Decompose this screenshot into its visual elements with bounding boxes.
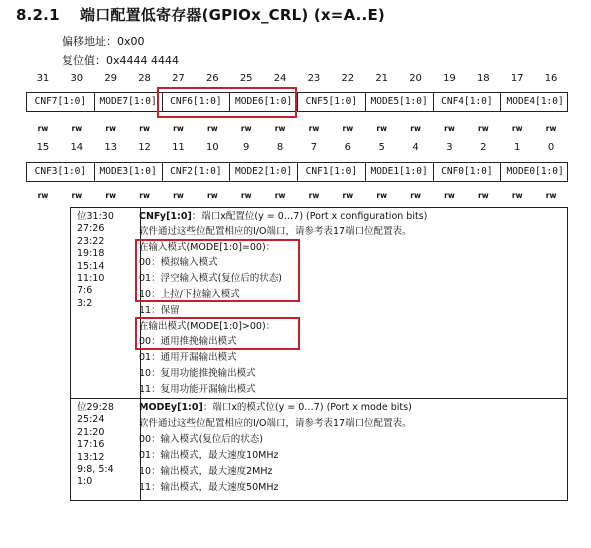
upper-bit-21: 21: [375, 73, 389, 84]
upper-access-6: rw: [240, 124, 252, 133]
lower-access-6: rw: [240, 191, 252, 200]
lower-bit-10: 10: [205, 142, 219, 153]
field-cnf3: CNF3[1:0]: [27, 163, 95, 181]
lower-bit-14: 14: [70, 142, 84, 153]
input-mode-11: 11：保留: [139, 305, 180, 316]
field-mode1: MODE1[1:0]: [366, 163, 434, 181]
output-mode-10: 10：复用功能推挽输出模式: [139, 368, 256, 379]
cnf-title-bold: CNFy[1:0]: [139, 211, 192, 222]
output-mode-00: 00：通用推挽输出模式: [139, 336, 237, 347]
lower-access-2: rw: [105, 191, 117, 200]
field-mode2: MODE2[1:0]: [230, 163, 298, 181]
section-heading: [16, 4, 385, 25]
lower-bit-11: 11: [172, 142, 185, 153]
mode-title-bold: MODEy[1:0]: [139, 402, 203, 413]
field-cnf4: CNF4[1:0]: [434, 93, 502, 111]
mode-00: 00：输入模式(复位后的状态): [139, 434, 264, 445]
upper-access-9: rw: [342, 124, 354, 133]
upper-bit-22: 22: [341, 73, 355, 84]
upper-bit-26: 26: [205, 73, 219, 84]
upper-access-15: rw: [545, 124, 557, 133]
lower-access-10: rw: [376, 191, 388, 200]
row-divider: [71, 398, 567, 399]
lower-access-8: rw: [308, 191, 320, 200]
field-cnf1: CNF1[1:0]: [298, 163, 366, 181]
lower-bit-0: 0: [547, 142, 555, 153]
lower-bit-5: 5: [378, 142, 385, 153]
lower-bit-7: 7: [310, 142, 318, 153]
upper-bit-20: 20: [409, 73, 422, 84]
input-mode-01: 01：浮空输入模式(复位后的状态): [139, 273, 283, 284]
upper-bit-23: 23: [307, 73, 321, 84]
lower-bit-4: 4: [412, 142, 419, 153]
upper-bit-24: 24: [273, 73, 287, 84]
input-mode-header: 在输入模式(MODE[1:0]=00)：: [139, 242, 276, 253]
lower-bit-9: 9: [243, 142, 250, 153]
lower-bit-2: 2: [480, 142, 487, 153]
lower-access-13: rw: [478, 191, 489, 200]
field-cnf2: CNF2[1:0]: [163, 163, 231, 181]
lower-bit-15: 15: [36, 142, 50, 153]
lower-bit-6: 6: [344, 142, 351, 153]
upper-access-2: rw: [105, 124, 117, 133]
upper-access-11: rw: [410, 124, 421, 133]
upper-access-12: rw: [444, 124, 455, 133]
field-mode7: MODE7[1:0]: [95, 93, 163, 111]
mode-01: 01：输出模式，最大速度10MHz: [139, 450, 279, 461]
lower-access-7: rw: [274, 191, 286, 200]
field-cnf7: CNF7[1:0]: [27, 93, 95, 111]
upper-bit-30: 30: [70, 73, 84, 84]
field-mode6: MODE6[1:0]: [230, 93, 298, 111]
mode-description: 软件通过这些位配置相应的I/O端口，请参考表17端口位配置表。: [139, 418, 412, 429]
upper-access-4: rw: [173, 124, 184, 133]
lower-access-1: rw: [71, 191, 83, 200]
lower-bit-3: 3: [446, 142, 453, 153]
mode-title: [139, 402, 412, 414]
section-number: 8.2.1: [16, 6, 60, 24]
cnf-title: [139, 211, 427, 223]
lower-access-11: rw: [410, 191, 421, 200]
upper-access-0: rw: [37, 124, 49, 133]
field-mode4: MODE4[1:0]: [506, 96, 564, 107]
lower-bit-12: 12: [138, 142, 151, 153]
upper-bit-16: 16: [544, 73, 558, 84]
upper-access-13: rw: [478, 124, 489, 133]
upper-bit-31: 31: [36, 73, 50, 84]
upper-bit-29: 29: [104, 73, 118, 84]
upper-access-14: rw: [511, 124, 523, 133]
lower-bit-1: 1: [514, 142, 521, 153]
upper-access-7: rw: [274, 124, 286, 133]
mode-11: 11：输出模式，最大速度50MHz: [139, 482, 279, 493]
field-mode3: MODE3[1:0]: [95, 163, 163, 181]
lower-access-0: rw: [37, 191, 49, 200]
upper-bit-28: 28: [138, 73, 151, 84]
field-cnf0: CNF0[1:0]: [434, 163, 502, 181]
upper-bit-27: 27: [172, 73, 185, 84]
cnf-title-rest: ：端口x配置位(y = 0…7) (Port x configuration bits): [191, 211, 428, 222]
field-cnf6: CNF6[1:0]: [163, 93, 231, 111]
upper-access-10: rw: [376, 124, 388, 133]
output-mode-header: 在输出模式(MODE[1:0]>00)：: [139, 321, 276, 332]
field-cnf5: CNF5[1:0]: [298, 93, 366, 111]
lower-access-12: rw: [444, 191, 455, 200]
mode-title-rest: ：端口x的模式位(y = 0…7) (Port x mode bits): [202, 402, 412, 413]
reset-value: 复位值：0x4444 4444: [62, 54, 179, 67]
output-mode-11: 11：复用功能开漏输出模式: [139, 384, 256, 395]
output-mode-01: 01：通用开漏输出模式: [139, 352, 237, 363]
upper-access-8: rw: [308, 124, 320, 133]
section-title: 端口配置低寄存器(GPIOx_CRL) (x=A..E): [80, 6, 385, 24]
field-mode0: MODE0[1:0]: [506, 166, 564, 177]
upper-bit-17: 17: [510, 73, 524, 84]
upper-access-5: rw: [207, 124, 218, 133]
mode-bit-positions: 位29:28 25:24 21:20 17:16 13:12 9:8, 5:4 1:0: [77, 402, 114, 488]
lower-access-9: rw: [342, 191, 354, 200]
lower-access-5: rw: [207, 191, 218, 200]
lower-bit-13: 13: [104, 142, 118, 153]
upper-bit-19: 19: [443, 73, 456, 84]
cnf6-mode6-highlight: [157, 87, 297, 118]
offset-address: 偏移地址：0x00: [62, 35, 145, 48]
cnf-description: 软件通过这些位配置相应的I/O端口，请参考表17端口位配置表。: [139, 226, 412, 237]
lower-access-3: rw: [139, 191, 150, 200]
upper-field-row: [26, 92, 568, 112]
lower-access-4: rw: [173, 191, 184, 200]
input-mode-highlight: [135, 239, 300, 302]
lower-access-15: rw: [545, 191, 557, 200]
upper-bit-25: 25: [239, 73, 253, 84]
lower-bit-8: 8: [276, 142, 284, 153]
upper-bit-18: 18: [476, 73, 490, 84]
output-mode-highlight: [135, 317, 300, 350]
field-mode5: MODE5[1:0]: [366, 93, 434, 111]
lower-field-row: [26, 162, 568, 182]
upper-access-1: rw: [71, 124, 83, 133]
cnf-bit-positions: 位31:30 27:26 23:22 19:18 15:14 11:10 7:6 3:2: [77, 211, 114, 309]
mode-10: 10：输出模式，最大速度2MHz: [139, 466, 273, 477]
input-mode-10: 10：上拉/下拉输入模式: [139, 289, 240, 300]
input-mode-00: 00：模拟输入模式: [139, 257, 218, 268]
lower-access-14: rw: [511, 191, 523, 200]
upper-access-3: rw: [139, 124, 150, 133]
